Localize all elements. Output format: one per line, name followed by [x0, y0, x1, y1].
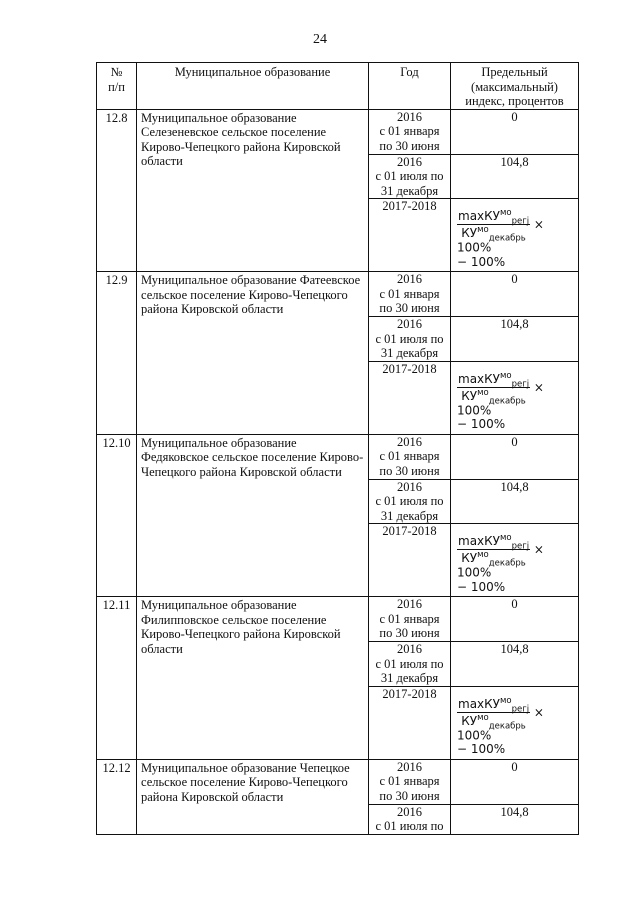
- municipality-name: Муниципальное образование Фатеевское сельское поселение Кирово-Чепецкого района Кировской области: [137, 272, 369, 435]
- formula-numerator: maxКУ$^{мо}_{регj}$: [458, 695, 530, 714]
- period-index: [451, 686, 579, 759]
- row-number: 12.10: [97, 434, 137, 597]
- tariff-index-table: [96, 62, 579, 835]
- period-year: 2017-2018: [369, 686, 451, 759]
- period-index: 0: [451, 109, 579, 154]
- period-index: 104,8: [451, 479, 579, 524]
- header-index: Предельный (максимальный) индекс, процентов: [451, 63, 579, 110]
- period-index: [451, 199, 579, 272]
- formula-denominator: $КУ^{мо}_{декабрь}$: [461, 225, 526, 244]
- period-year: 2017-2018: [369, 361, 451, 434]
- period-year: 2016 с 01 июля по 31 декабря: [369, 317, 451, 362]
- table-row: [97, 109, 579, 154]
- period-year: 2016 с 01 января по 30 июня: [369, 109, 451, 154]
- header-num: № п/п: [97, 63, 137, 110]
- formula-multiplier: × 100%: [457, 542, 544, 580]
- formula-fraction: [457, 533, 530, 569]
- period-index: 104,8: [451, 317, 579, 362]
- formula-minus: − 100%: [457, 254, 506, 269]
- period-index: [451, 361, 579, 434]
- period-index: 0: [451, 434, 579, 479]
- period-index: 0: [451, 597, 579, 642]
- municipality-name: Муниципальное образование Филипповское сельское поселение Кирово-Чепецкого района Кировской области: [137, 597, 369, 760]
- row-number: 12.11: [97, 597, 137, 760]
- municipality-name: Муниципальное образование Селезеневское сельское поселение Кирово-Чепецкого района Кировской области: [137, 109, 369, 272]
- row-number: 12.9: [97, 272, 137, 435]
- period-year: 2016 с 01 июля по 31 декабря: [369, 479, 451, 524]
- period-index: 0: [451, 272, 579, 317]
- index-formula: [451, 199, 578, 269]
- period-year: 2016 с 01 июля по 31 декабря: [369, 642, 451, 687]
- period-year: 2016 с 01 января по 30 июня: [369, 272, 451, 317]
- formula-numerator: maxКУ$^{мо}_{регj}$: [458, 208, 530, 227]
- period-index: 0: [451, 759, 579, 804]
- index-formula: [451, 687, 578, 757]
- formula-multiplier: × 100%: [457, 705, 544, 742]
- formula-minus: − 100%: [457, 417, 506, 431]
- period-year: 2016 с 01 января по 30 июня: [369, 759, 451, 804]
- formula-denominator: $КУ^{мо}_{декабрь}$: [461, 550, 526, 569]
- header-municipality: Муниципальное образование: [137, 63, 369, 110]
- period-year: 2017-2018: [369, 524, 451, 597]
- table-row: [97, 272, 579, 317]
- period-index: 104,8: [451, 642, 579, 687]
- municipality-name: Муниципальное образование Чепецкое сельское поселение Кирово-Чепецкого района Кировской области: [137, 759, 369, 834]
- formula-fraction: [457, 208, 530, 244]
- formula-fraction: [457, 695, 530, 731]
- formula-minus: − 100%: [457, 579, 506, 594]
- table-row: [97, 597, 579, 642]
- period-index: [451, 524, 579, 597]
- formula-multiplier: × 100%: [457, 217, 544, 255]
- index-formula: [451, 362, 578, 432]
- period-year: 2016 с 01 января по 30 июня: [369, 434, 451, 479]
- period-index: 104,8: [451, 804, 579, 834]
- table-row: [97, 434, 579, 479]
- formula-multiplier: × 100%: [457, 380, 544, 417]
- header-year: Год: [369, 63, 451, 110]
- page-number: 24: [313, 32, 327, 47]
- formula-denominator: $КУ^{мо}_{декабрь}$: [461, 712, 526, 731]
- formula-numerator: maxКУ$^{мо}_{регj}$: [458, 533, 530, 552]
- period-year: 2017-2018: [369, 199, 451, 272]
- index-formula: [451, 524, 578, 594]
- period-index: 104,8: [451, 154, 579, 199]
- municipality-name: Муниципальное образование Федяковское сельское поселение Кирово-Чепецкого района Кировской области: [137, 434, 369, 597]
- period-year: 2016 с 01 января по 30 июня: [369, 597, 451, 642]
- formula-denominator: $КУ^{мо}_{декабрь}$: [461, 387, 526, 406]
- period-year: 2016 с 01 июля по: [369, 804, 451, 834]
- table-header-row: [97, 63, 579, 110]
- table-body: [97, 109, 579, 834]
- formula-minus: − 100%: [457, 742, 506, 756]
- formula-numerator: maxКУ$^{мо}_{регj}$: [458, 370, 530, 389]
- table-row: [97, 759, 579, 804]
- row-number: 12.12: [97, 759, 137, 834]
- row-number: 12.8: [97, 109, 137, 272]
- formula-fraction: [457, 370, 530, 406]
- period-year: 2016 с 01 июля по 31 декабря: [369, 154, 451, 199]
